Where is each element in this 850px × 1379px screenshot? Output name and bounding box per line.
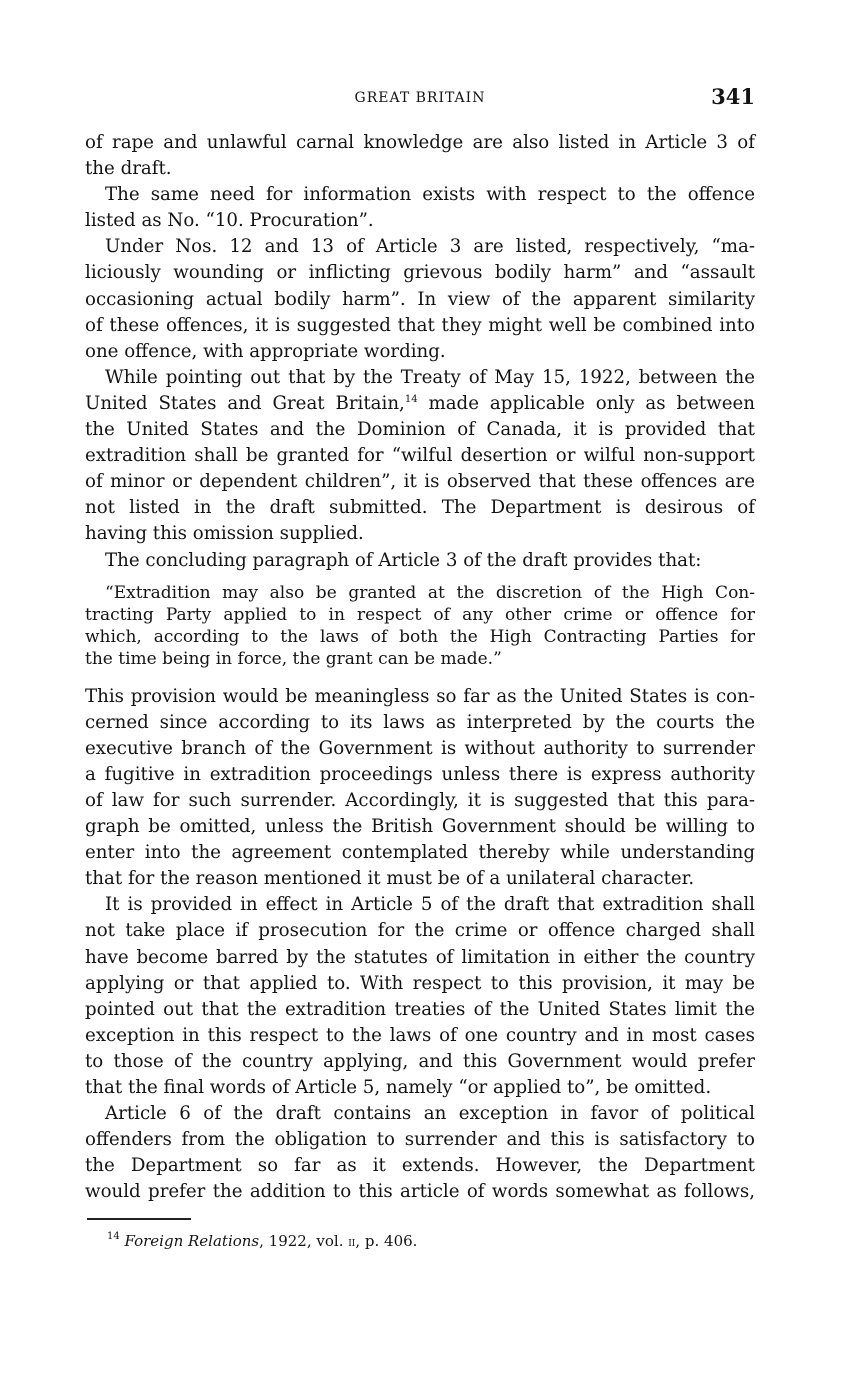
text-line: The same need for information exists with respect to the offence (105, 184, 755, 206)
paragraph (85, 892, 755, 1101)
text-line: to those of the country applying, and this Government would prefer (85, 1050, 755, 1072)
text-line: a fugitive in extradition proceedings unless there is express authority (85, 763, 755, 785)
paragraph (85, 182, 755, 234)
text-line: The concluding paragraph of Article 3 of the draft provides that: (105, 549, 702, 571)
text-line: have become barred by the statutes of limitation in either the country (85, 946, 755, 968)
text-line: While pointing out that by the Treaty of May 15, 1922, between the (105, 366, 755, 388)
text-line: the draft. (85, 158, 172, 180)
paragraph (85, 234, 755, 364)
footnote-title: Foreign Relations (124, 1232, 260, 1250)
text-segment: made applicable only as between (417, 392, 755, 414)
page-number: 341 (711, 84, 755, 109)
footnote-page: , p. 406. (355, 1232, 418, 1250)
text-line: exception in this respect to the laws of one country and in most cases (85, 1024, 755, 1046)
text-line: liciously wounding or inflicting grievous bodily harm” and “assault (85, 262, 755, 284)
footnote-reference: 14 (404, 393, 418, 405)
text-line: not take place if prosecution for the crime or offence charged shall (85, 920, 755, 942)
text-line: “Extradition may also be granted at the discretion of the High Con- (105, 582, 755, 603)
text-line (85, 391, 755, 417)
footnote-marker: 14 (107, 1231, 120, 1242)
text-line: of these offences, it is suggested that they might well be combined into (85, 314, 755, 336)
text-line: enter into the agreement contemplated thereby while understanding (85, 842, 755, 864)
footnote-volume: ii (348, 1235, 356, 1250)
text-line: This provision would be meaningless so far as the United States is con- (85, 685, 755, 707)
footnote-year: , 1922, vol. (259, 1232, 349, 1250)
text-line: extradition shall be granted for “wilful desertion or wilful non-support (85, 445, 755, 467)
text-line: tracting Party applied to in respect of any other crime or offence for (85, 604, 755, 625)
paragraph (85, 365, 755, 548)
text-line: one offence, with appropriate wording. (85, 340, 446, 362)
text-segment: United States and Great Britain, (85, 392, 405, 414)
block-quote (85, 582, 755, 670)
body-text (85, 130, 755, 1205)
text-line: graph be omitted, unless the British Government should be willing to (85, 816, 755, 838)
text-line: Article 6 of the draft contains an exception in favor of political (105, 1103, 755, 1125)
text-line: cerned since according to its laws as interpreted by the courts the (85, 711, 755, 733)
text-line: of rape and unlawful carnal knowledge are also listed in Article 3 of (85, 132, 755, 153)
paragraph (85, 130, 755, 182)
text-line: which, according to the laws of both the High Contracting Parties for (85, 626, 755, 647)
text-line: offenders from the obligation to surrender and this is satisfactory to (85, 1129, 755, 1151)
text-line: the Department so far as it extends. However, the Department (85, 1155, 755, 1177)
text-line: not listed in the draft submitted. The Department is desirous of (85, 497, 755, 519)
text-line: pointed out that the extradition treaties of the United States limit the (85, 998, 755, 1020)
page-header (85, 86, 755, 116)
text-line: It is provided in effect in Article 5 of the draft that extradition shall (105, 894, 755, 916)
text-line: executive branch of the Government is without authority to surrender (85, 737, 755, 759)
text-line: the time being in force, the grant can be made.” (85, 648, 502, 669)
paragraph (85, 1101, 755, 1205)
footnote-rule (87, 1218, 191, 1220)
text-line: applying or that applied to. With respect to this provision, it may be (85, 972, 755, 994)
running-title: GREAT BRITAIN (354, 90, 486, 106)
text-line: that for the reason mentioned it must be of a unilateral character. (85, 868, 695, 890)
paragraph (85, 684, 755, 893)
footnote (107, 1232, 417, 1250)
text-line: of minor or dependent children”, it is observed that these offences are (85, 471, 755, 493)
text-line: having this omission supplied. (85, 523, 364, 545)
text-line: occasioning actual bodily harm”. In view of the apparent similarity (85, 288, 755, 310)
paragraph (85, 548, 755, 574)
text-line: the United States and the Dominion of Canada, it is provided that (85, 419, 755, 441)
text-line: that the final words of Article 5, namely “or applied to”, be omitted. (85, 1077, 712, 1098)
text-line: listed as No. “10. Procuration”. (85, 210, 374, 232)
text-line: Under Nos. 12 and 13 of Article 3 are listed, respectively, “ma- (105, 236, 755, 258)
text-line: would prefer the addition to this article of words somewhat as follows, (85, 1181, 755, 1203)
text-line: of law for such surrender. Accordingly, it is suggested that this para- (85, 789, 755, 811)
